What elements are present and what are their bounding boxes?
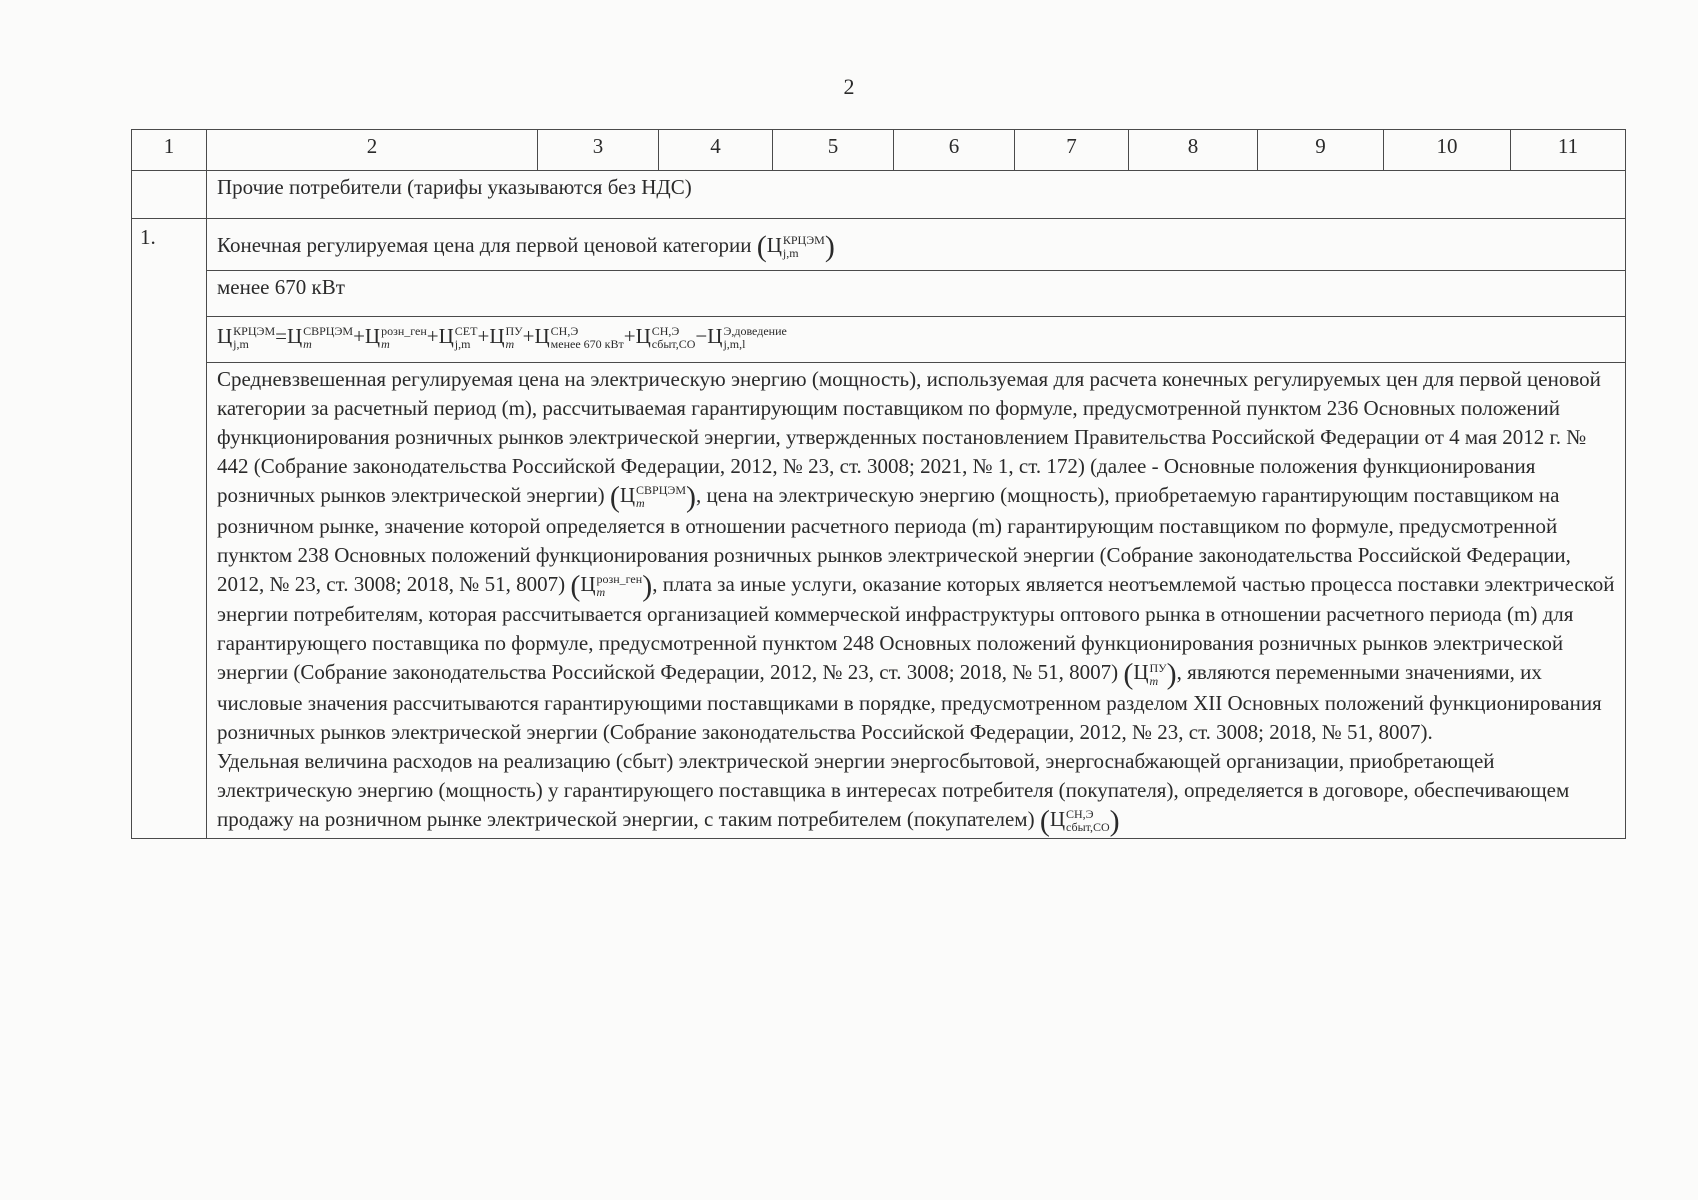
svrcem-symbol: (Ц СВРЦЭМ m ) — [609, 480, 696, 514]
paragraph-1: Средневзвешенная регулируемая цена на электрическую энергию (мощность), используемая для расчета конечных регулируемых цен для первой ценовой категории за расчетный период (m), рассчитываемая гарантирующим поставщиком по формуле, предусмотренной пунктом 236 Основных положений функционирования розничных рынков электрической энергии, утвержденных постановлением Правительства Российской Федерации от 4 мая 2012 г. № 442 (Собрание законодательства Российской Федерации, 2012, № 23, ст. 3008; 2021, № 1, ст. 172) (далее - Основные положения функционирования розничных рынков электрической энергии) — [217, 367, 1601, 507]
tariff-table — [131, 129, 1626, 839]
paragraph-3: , плата за иные услуги, оказание которых является неотъемлемой частью процесса поставки электрической энергии потребителям, которая рассчитывается организацией коммерческой инфраструктуры оптового рынка в отношении расчетного периода (m) для гарантирующего поставщика по формуле, предусмотренной пунктом 248 Основных положений функционирования розничных рынков электрической энергии (Собрание законодательства Российской Федерации, 2012, № 23, ст. 3008; 2018, № 51, 8007) — [217, 571, 1615, 685]
description-row — [132, 363, 1626, 839]
item-subtitle-row — [132, 271, 1626, 317]
pu-symbol: (Ц ПУ m ) — [1123, 658, 1177, 692]
item-title: Конечная регулируемая цена для первой ценовой категории — [217, 233, 752, 257]
header-row — [132, 130, 1626, 171]
column-header: 3 — [538, 130, 659, 171]
section-row — [132, 171, 1626, 219]
column-header: 4 — [659, 130, 773, 171]
page-number: 2 — [843, 74, 855, 99]
column-header: 11 — [1511, 130, 1626, 171]
paragraph-4: , являются переменными значениями, их числовые значения рассчитываются гарантирующими поставщиками в порядке, предусмотренном разделом XII Основных положений функционирования розничных рынков электрической энергии (Собрание законодательства Российской Федерации, 2012, № 23, ст. 3008; 2018, № 51, 8007). — [217, 660, 1602, 745]
item-subtitle: менее 670 кВт — [207, 271, 1626, 317]
rozn-gen-symbol: (Ц розн_ген m ) — [570, 569, 653, 603]
paragraph-5: Удельная величина расходов на реализацию (сбыт) электрической энергии энергосбытовой, энергоснабжающей организации, приобретающей электрическую энергию (мощность) у гарантирующего поставщика в интересах потребителя (покупателя), определяется в договоре, обеспечивающем продажу на розничном рынке электрической энергии, с таким потребителем (покупателем) — [217, 749, 1570, 832]
column-header: 9 — [1258, 130, 1384, 171]
column-header: 7 — [1015, 130, 1129, 171]
item-index: 1. — [132, 219, 207, 839]
column-header: 8 — [1129, 130, 1258, 171]
column-header: 2 — [207, 130, 538, 171]
column-header: 1 — [132, 130, 207, 171]
item-title-row — [132, 219, 1626, 271]
section-title: Прочие потребители (тарифы указываются без НДС) — [207, 171, 1626, 219]
price-formula: Ц КРЦЭМ j,m =Ц СВРЦЭМ m +Ц розн_ген m +Ц СЕТ j,m +Ц ПУ m +Ц СН,Э менее 670 кВт +Ц СН,Э сбыт,СО −Ц Э,доведение j,m,l — [207, 317, 1626, 363]
description-cell — [207, 363, 1626, 839]
index-cell — [132, 171, 207, 219]
column-header: 10 — [1384, 130, 1511, 171]
formula-row — [132, 317, 1626, 363]
sn-sbyt-symbol: (Ц СН,Э сбыт,СО ) — [1039, 804, 1120, 838]
column-header: 5 — [773, 130, 894, 171]
paragraph-2: , цена на электрическую энергию (мощность), приобретаемую гарантирующим поставщиком на розничном рынке, значение которой определяется в отношении расчетного периода (m) гарантирующим поставщиком по формуле, предусмотренной пунктом 238 Основных положений функционирования розничных рынков электрической энергии (Собрание законодательства Российской Федерации, 2012, № 23, ст. 3008; 2018, № 51, 8007) — [217, 483, 1571, 596]
item-title-cell — [207, 219, 1626, 271]
column-header: 6 — [894, 130, 1015, 171]
krcem-symbol: (Ц КРЦЭМ j,m ) — [756, 230, 835, 264]
